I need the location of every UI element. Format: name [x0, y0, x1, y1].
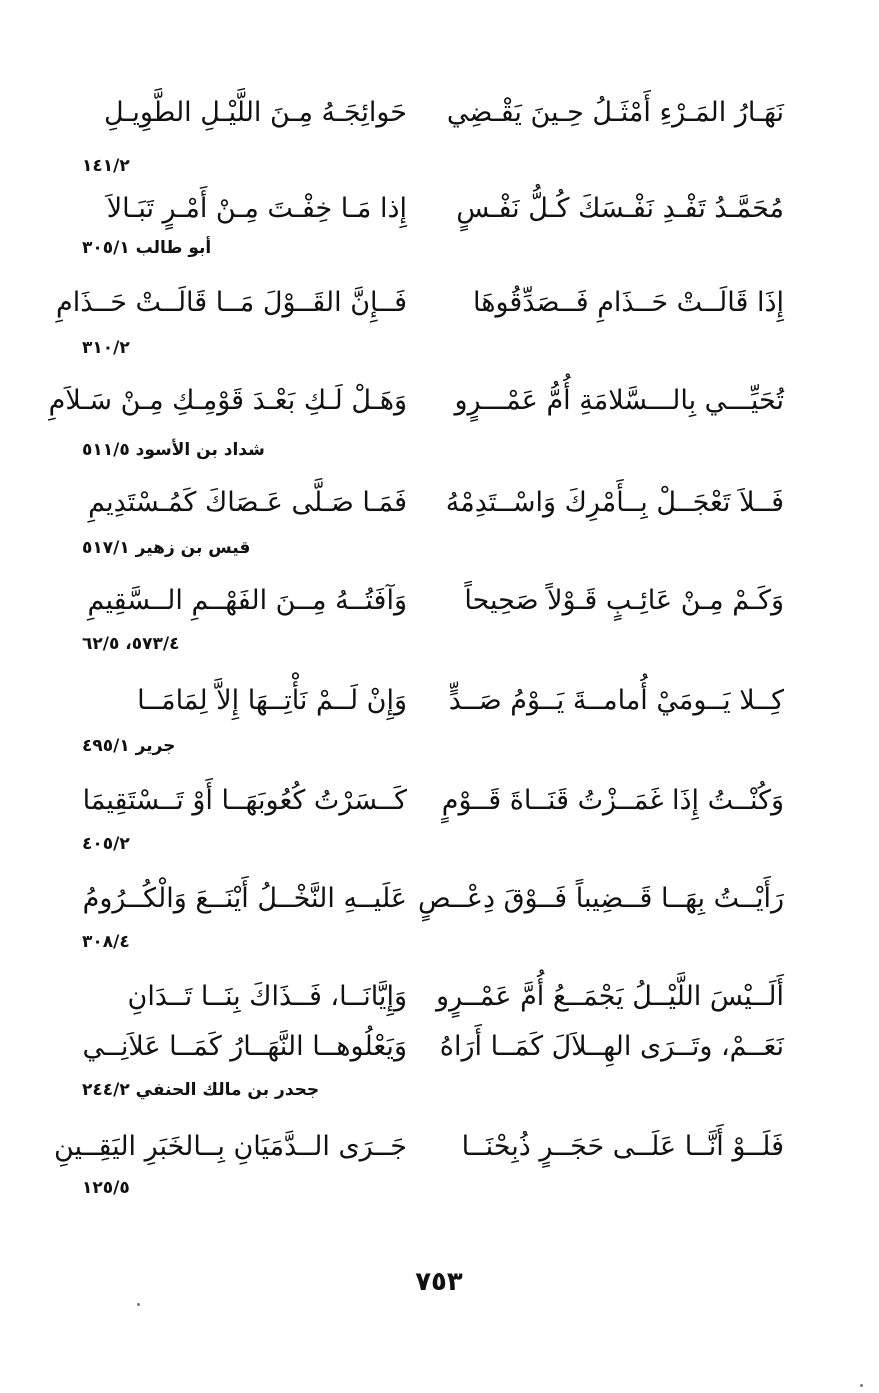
citation: قيس بن زهير ٥١٧/١	[82, 538, 251, 558]
poem-entry	[0, 184, 879, 258]
poem-entry	[0, 376, 879, 460]
verse-line	[0, 376, 879, 426]
first-hemistich: إِذَا قَالَــتْ حَــذَامِ فَــصَدِّقُوهَا	[472, 287, 784, 318]
verse-line	[0, 1122, 879, 1172]
first-hemistich: وَكَـمْ مِـنْ عَائِـبٍ قَـوْلاً صَحِيحاً	[464, 585, 784, 616]
second-hemistich: وَيَعْلُوهــا النَّهَــارُ كَمَــا عَلاَنِــي	[82, 1031, 407, 1062]
first-hemistich: رَأَيْــتُ بِهَــا قَــضِيباً فَــوْقَ دِعْــصٍ	[417, 883, 784, 914]
citation: أبو طالب ٣٠٥/١	[82, 238, 212, 258]
poem-entry	[0, 576, 879, 654]
poem-entry	[0, 478, 879, 558]
citation: جحدر بن مالك الحنفي ٢٤٤/٢	[82, 1080, 320, 1100]
citation: جرير ٤٩٥/١	[82, 736, 176, 756]
citation: ١٤١/٢	[82, 156, 130, 176]
citation: ٥٧٣/٤، ٦٢/٥	[82, 634, 180, 654]
first-hemistich: فَــلاَ تَعْجَــلْ بِــأَمْرِكَ وَاسْــتَدِمْهُ	[445, 487, 784, 518]
poem-entry	[0, 776, 879, 854]
poem-entry	[0, 972, 879, 1100]
verse-line	[0, 278, 879, 328]
citation: ٤٠٥/٢	[82, 834, 130, 854]
second-hemistich: وَهَـلْ لَـكِ بَعْـدَ قَوْمِـكِ مِـنْ سَـلاَمِ	[48, 385, 407, 416]
poem-entry	[0, 278, 879, 358]
first-hemistich: أَلَــيْسَ اللَّيْــلُ يَجْمَــعُ أُمَّ عَمْــرٍو	[436, 981, 784, 1012]
first-hemistich: تُحَيِّـــي بِالـــسَّلامَةِ أُمُّ عَمْـــرٍو	[454, 385, 784, 416]
first-hemistich: نَهَـارُ المَـرْءِ أَمْثَـلُ حِـينَ يَقْـضِي	[446, 97, 784, 128]
first-hemistich: فَلَــوْ أَنَّــا عَلَــى حَجَــرٍ ذُبِحْنَــا	[461, 1131, 784, 1162]
verse-line	[0, 676, 879, 726]
second-hemistich: فَــإِنَّ القَــوْلَ مَــا قَالَــتْ حَــذَامِ	[56, 287, 407, 318]
poem-entry	[0, 676, 879, 756]
first-hemistich: مُحَمَّـدُ تَفْـدِ نَفْـسَكَ كُـلُّ نَفْـسٍ	[456, 193, 784, 224]
second-hemistich: وَآفَتُــهُ مِــنَ الفَهْــمِ الــسَّقِيمِ	[87, 585, 407, 616]
verse-line	[0, 874, 879, 924]
second-hemistich: وَإِيَّانَــا، فَــذَاكَ بِنَــا تَــدَانِ	[127, 981, 407, 1012]
first-hemistich: نَعَــمْ، وتَــرَى الهِــلاَلَ كَمَــا أَرَاهُ	[439, 1031, 784, 1062]
second-hemistich: عَلَيــهِ النَّخْــلُ أَيْنَــعَ وَالْكُــرُومُ	[82, 883, 407, 914]
citation: ١٢٥/٥	[82, 1178, 130, 1198]
citation: ٣٠٨/٤	[82, 932, 130, 952]
poem-entry	[0, 88, 879, 176]
second-hemistich: إِذا مَـا خِفْـتَ مِـنْ أَمْـرٍ تَبَـالاَ	[106, 193, 407, 224]
verse-line	[0, 478, 879, 528]
page-number: ٧٥٣	[415, 1267, 463, 1297]
poem-entry	[0, 874, 879, 952]
first-hemistich: كِــلا يَــومَيْ أُمامــةَ يَــوْمُ صَــدٍّ	[448, 685, 784, 716]
verse-line	[0, 88, 879, 138]
second-hemistich: كَــسَرْتُ كُعُوبَهَــا أَوْ تَــسْتَقِيمَا	[82, 785, 407, 816]
second-hemistich: وَإِنْ لَــمْ نَأْتِــهَا إِلاَّ لِمَامَــا	[137, 685, 407, 716]
second-hemistich: حَوائِجَـهُ مِـنَ اللَّيْـلِ الطَّوِيـلِ	[103, 97, 407, 128]
poem-entry	[0, 1122, 879, 1198]
scan-speck	[860, 1384, 863, 1387]
second-hemistich: فَمَـا صَـلَّى عَـصَاكَ كَمُـسْتَدِيمِ	[88, 487, 407, 518]
verse-line	[0, 576, 879, 626]
verse-line	[0, 972, 879, 1022]
verse-line	[0, 1022, 879, 1072]
second-hemistich: جَــرَى الــدَّمَيَانِ بِــالخَبَرِ اليَقِــينِ	[54, 1131, 407, 1162]
first-hemistich: وَكُنْــتُ إِذَا غَمَــزْتُ قَنَــاةَ قَــوْمٍ	[441, 785, 784, 816]
citation: ٣١٠/٢	[82, 338, 130, 358]
verse-line	[0, 184, 879, 234]
citation: شداد بن الأسود ٥١١/٥	[82, 440, 265, 460]
scan-speck	[137, 1303, 140, 1306]
verse-line	[0, 776, 879, 826]
